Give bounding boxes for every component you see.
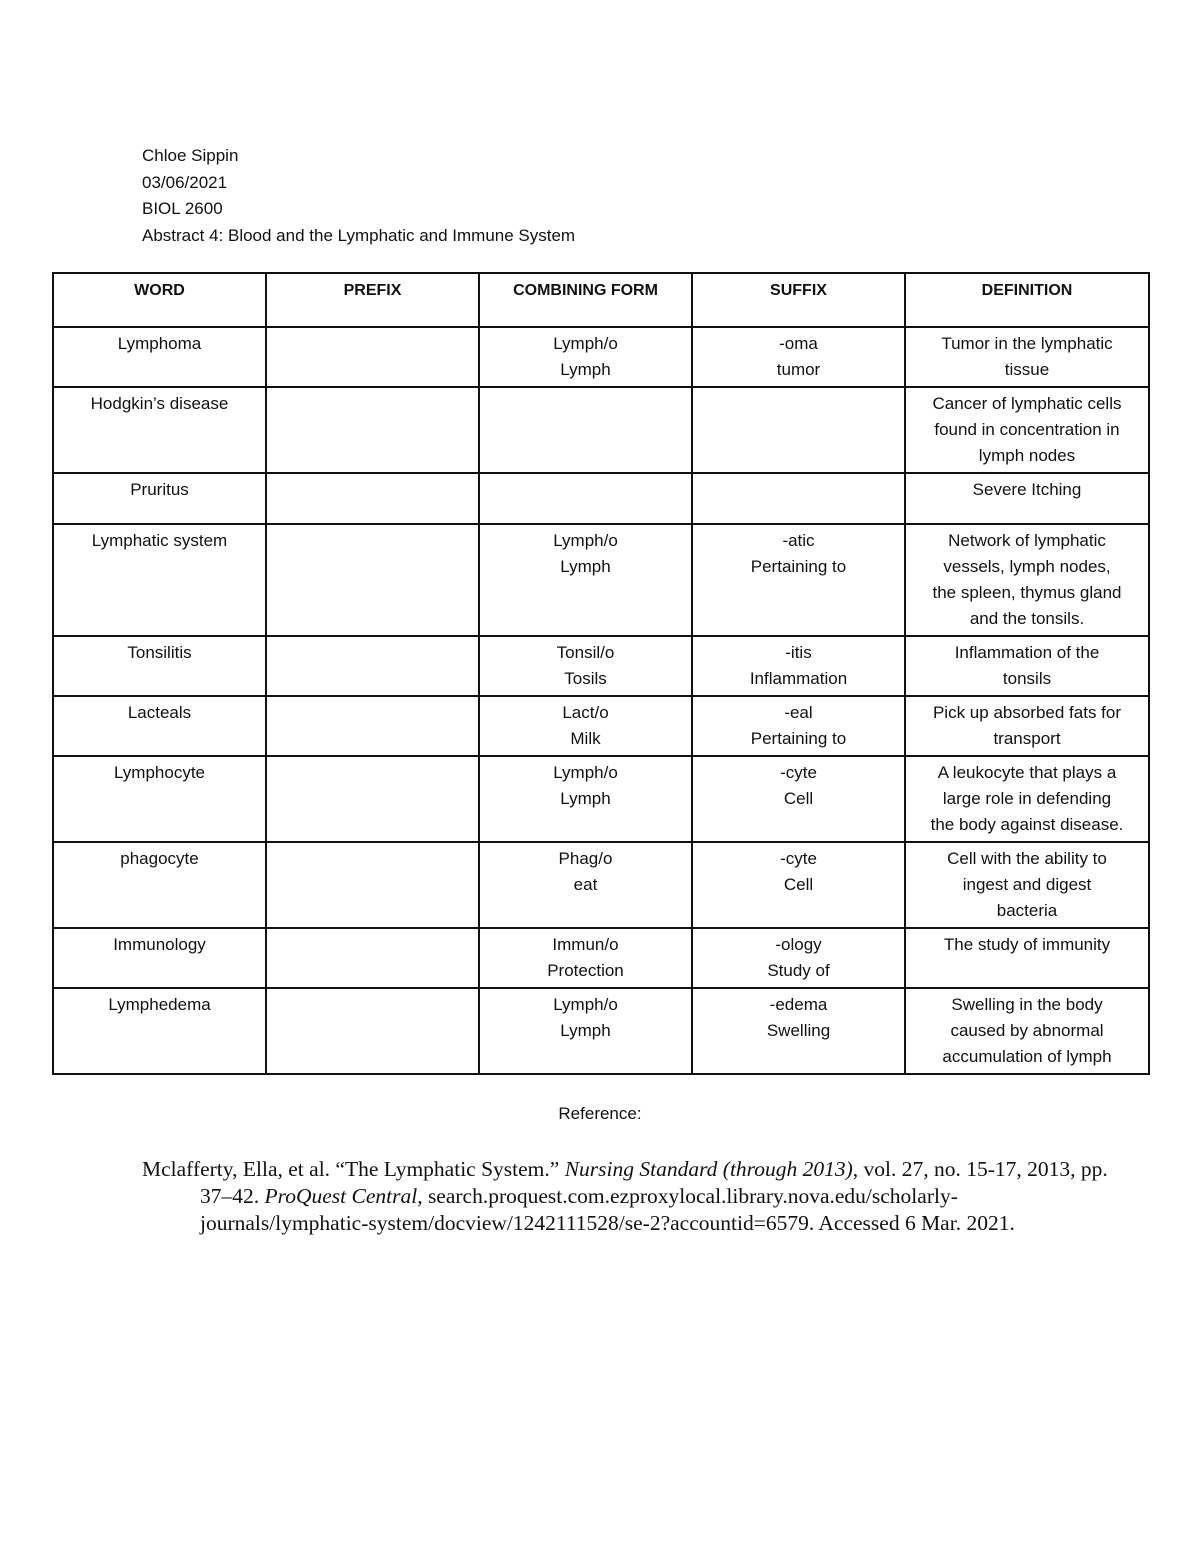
word-cell: Lacteals — [53, 696, 266, 756]
definition-cell — [905, 473, 1149, 524]
definition-cell-line: A leukocyte that plays a — [937, 763, 1117, 782]
prefix-cell — [266, 988, 479, 1074]
combining-form-cell — [479, 473, 692, 524]
definition-cell-line: tonsils — [1002, 669, 1052, 688]
prefix-cell — [266, 524, 479, 636]
definition-cell-line: Network of lymphatic — [948, 531, 1106, 550]
word-cell: phagocyte — [53, 842, 266, 928]
combining-form-cell — [479, 988, 692, 1074]
combining-form-cell — [479, 636, 692, 696]
definition-cell — [905, 327, 1149, 387]
citation-url: , search.proquest.com.ezproxylocal.library.nova.edu/scholarly-journals/lymphatic-system/docview/1242111528/se-2?accountid=6579. Accessed 6 Mar. 2021. — [200, 1184, 1015, 1235]
word-cell: Hodgkin’s disease — [53, 387, 266, 473]
citation — [142, 1156, 1110, 1237]
suffix-cell — [692, 842, 905, 928]
combining-form-cell-line: Tonsil/o — [556, 643, 615, 662]
word-cell: Lymphoma — [53, 327, 266, 387]
prefix-cell — [266, 387, 479, 473]
suffix-cell-line: Study of — [767, 961, 830, 980]
prefix-cell — [266, 756, 479, 842]
header-combining-form: COMBINING FORM — [479, 273, 692, 327]
definition-cell — [905, 636, 1149, 696]
definition-cell-line: ingest and digest — [962, 875, 1092, 894]
prefix-cell — [266, 327, 479, 387]
suffix-cell — [692, 988, 905, 1074]
word-cell: Lymphedema — [53, 988, 266, 1074]
word-cell: Tonsilitis — [53, 636, 266, 696]
definition-cell-line: lymph nodes — [978, 446, 1076, 465]
header-word: WORD — [53, 273, 266, 327]
word-cell: Lymphatic system — [53, 524, 266, 636]
suffix-cell-line: Cell — [783, 789, 814, 808]
combining-form-cell-line: Lymph — [560, 1021, 611, 1040]
combining-form-cell-line: Milk — [570, 729, 601, 748]
definition-cell-line: bacteria — [996, 901, 1058, 920]
suffix-cell — [692, 473, 905, 524]
prefix-cell — [266, 842, 479, 928]
suffix-cell-line: -ology — [775, 935, 822, 954]
suffix-cell-line: Pertaining to — [750, 557, 847, 576]
combining-form-cell-line: Lymph/o — [553, 531, 618, 550]
word-cell: Lymphocyte — [53, 756, 266, 842]
definition-cell-line: Inflammation of the — [954, 643, 1100, 662]
combining-form-cell-line: Protection — [547, 961, 624, 980]
definition-cell-line: transport — [993, 729, 1061, 748]
suffix-cell — [692, 928, 905, 988]
combining-form-cell — [479, 524, 692, 636]
table-row — [53, 756, 1149, 842]
table-row — [53, 842, 1149, 928]
combining-form-cell-line: Lymph/o — [553, 763, 618, 782]
definition-cell-line: Cancer of lymphatic cells — [932, 394, 1122, 413]
definition-cell-line: the spleen, thymus gland — [932, 583, 1122, 602]
prefix-cell — [266, 473, 479, 524]
combining-form-cell-line: Immun/o — [552, 935, 619, 954]
definition-cell-line: found in concentration in — [934, 420, 1120, 439]
definition-cell-line: vessels, lymph nodes, — [943, 557, 1111, 576]
definition-cell-line: caused by abnormal — [950, 1021, 1104, 1040]
combining-form-cell-line: Phag/o — [558, 849, 613, 868]
definition-cell-line: and the tonsils. — [969, 609, 1085, 628]
table-row — [53, 696, 1149, 756]
definition-cell — [905, 696, 1149, 756]
combining-form-cell — [479, 756, 692, 842]
course-code: BIOL 2600 — [142, 199, 223, 218]
table-row — [53, 524, 1149, 636]
suffix-cell — [692, 387, 905, 473]
citation-database: ProQuest Central — [264, 1184, 418, 1208]
document-title: Abstract 4: Blood and the Lymphatic and Immune System — [142, 225, 576, 245]
suffix-cell — [692, 524, 905, 636]
student-name: Chloe Sippin — [142, 146, 239, 165]
prefix-cell — [266, 928, 479, 988]
combining-form-cell-line: Tosils — [564, 669, 607, 688]
suffix-cell-line: -cyte — [780, 763, 817, 782]
definition-cell — [905, 387, 1149, 473]
suffix-cell-line: Inflammation — [749, 669, 848, 688]
definition-cell-line: Tumor in the lymphatic — [941, 334, 1113, 353]
combining-form-cell — [479, 842, 692, 928]
suffix-cell-line: -edema — [769, 995, 828, 1014]
combining-form-cell-line: Lymph — [560, 557, 611, 576]
definition-cell — [905, 842, 1149, 928]
suffix-cell-line: -atic — [782, 531, 815, 550]
header-suffix: SUFFIX — [692, 273, 905, 327]
suffix-cell-line: tumor — [776, 360, 821, 379]
definition-cell-line: Swelling in the body — [951, 995, 1103, 1014]
citation-authors: Mclafferty, Ella, et al. “The Lymphatic System.” — [142, 1157, 565, 1181]
definition-cell — [905, 756, 1149, 842]
suffix-cell — [692, 636, 905, 696]
table-row — [53, 928, 1149, 988]
suffix-cell — [692, 327, 905, 387]
table-header-row — [53, 273, 1149, 327]
suffix-cell-line: -itis — [785, 643, 812, 662]
word-cell: Immunology — [53, 928, 266, 988]
document-header — [142, 143, 575, 249]
reference-heading: Reference: — [558, 1104, 642, 1123]
table-row — [53, 327, 1149, 387]
definition-cell — [905, 524, 1149, 636]
combining-form-cell — [479, 928, 692, 988]
suffix-cell-line: Swelling — [766, 1021, 831, 1040]
definition-cell — [905, 928, 1149, 988]
suffix-cell-line: -eal — [784, 703, 813, 722]
definition-cell-line: the body against disease. — [930, 815, 1124, 834]
combining-form-cell-line: Lymph — [560, 789, 611, 808]
suffix-cell-line: Pertaining to — [750, 729, 847, 748]
suffix-cell — [692, 696, 905, 756]
terminology-table — [52, 272, 1150, 1075]
combining-form-cell — [479, 327, 692, 387]
table-row — [53, 988, 1149, 1074]
definition-cell-line: Severe Itching — [972, 480, 1082, 499]
suffix-cell-line: Cell — [783, 875, 814, 894]
combining-form-cell-line: eat — [573, 875, 598, 894]
combining-form-cell-line: Lymph — [560, 360, 611, 379]
table-row — [53, 387, 1149, 473]
definition-cell-line: Pick up absorbed fats for — [932, 703, 1122, 722]
combining-form-cell — [479, 696, 692, 756]
combining-form-cell-line: Lymph/o — [553, 995, 618, 1014]
definition-cell-line: Cell with the ability to — [947, 849, 1107, 868]
prefix-cell — [266, 636, 479, 696]
table-row — [53, 473, 1149, 524]
table-row — [53, 636, 1149, 696]
definition-cell-line: large role in defending — [942, 789, 1112, 808]
definition-cell-line: accumulation of lymph — [942, 1047, 1112, 1066]
document-date: 03/06/2021 — [142, 172, 228, 192]
header-prefix: PREFIX — [266, 273, 479, 327]
combining-form-cell-line: Lact/o — [562, 703, 609, 722]
header-definition: DEFINITION — [905, 273, 1149, 327]
definition-cell-line: The study of immunity — [943, 935, 1111, 954]
suffix-cell — [692, 756, 905, 842]
definition-cell-line: tissue — [1004, 360, 1050, 379]
citation-journal: Nursing Standard (through 2013) — [564, 1157, 853, 1181]
word-cell: Pruritus — [53, 473, 266, 524]
prefix-cell — [266, 696, 479, 756]
table-body — [53, 327, 1149, 1074]
citation-details: , vol. 27, no. 15-17, 2013, pp. 37–42. — [200, 1157, 1108, 1208]
definition-cell — [905, 988, 1149, 1074]
suffix-cell-line: -oma — [779, 334, 818, 353]
suffix-cell-line: -cyte — [780, 849, 817, 868]
combining-form-cell-line: Lymph/o — [553, 334, 618, 353]
combining-form-cell — [479, 387, 692, 473]
